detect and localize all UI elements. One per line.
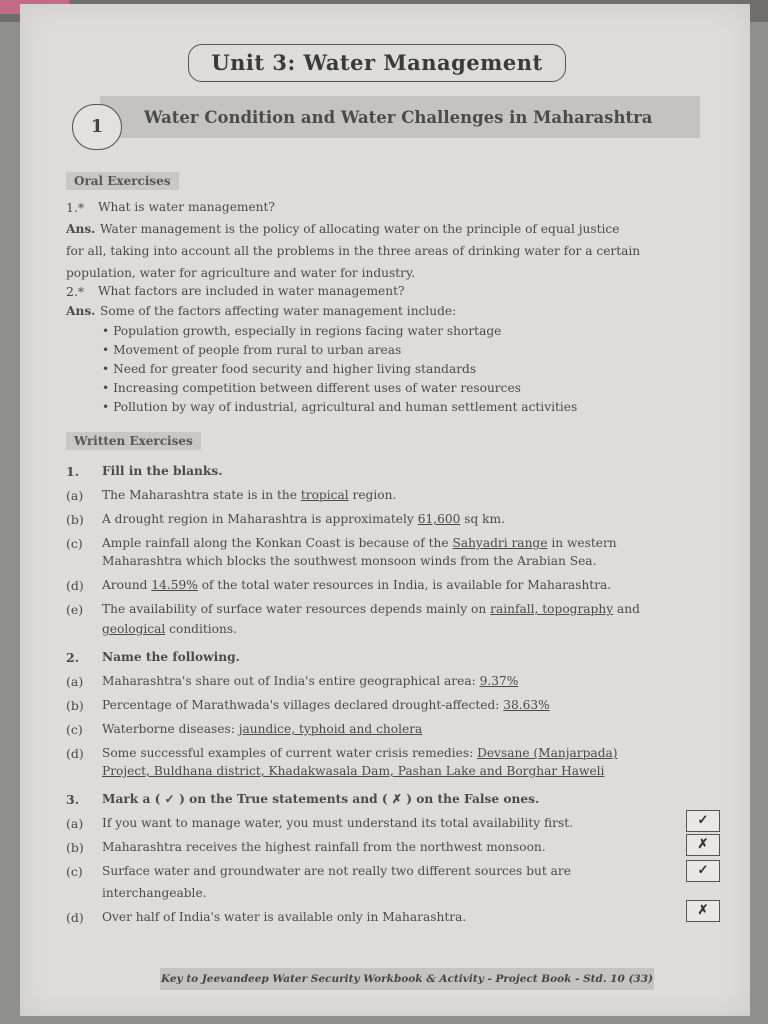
q2a-text: Maharashtra's share out of India's entire geographical area: 9.37% — [102, 674, 519, 688]
q2d-letter: (d) — [66, 746, 84, 761]
written-q3-number: 3. — [66, 792, 80, 807]
oral-q1-text: What is water management? — [98, 200, 275, 214]
q1d-text: Around 14.59% of the total water resources in India, is available for Maharashtra. — [102, 578, 612, 592]
written-q1-title: Fill in the blanks. — [102, 464, 223, 478]
q2a-answer: 9.37% — [479, 674, 519, 688]
page-footer: Key to Jeevandeep Water Security Workbook & Activity - Project Book - Std. 10 (33) — [160, 968, 654, 990]
unit-title: Unit 3: Water Management — [188, 44, 566, 82]
q1c-continuation: Maharashtra which blocks the southwest monsoon winds from the Arabian Sea. — [102, 554, 597, 568]
q3a-letter: (a) — [66, 816, 84, 831]
oral-ans2-bullet-1: • Population growth, especially in regions facing water shortage — [102, 324, 502, 338]
oral-exercises-label: Oral Exercises — [66, 172, 179, 190]
q1c-letter: (c) — [66, 536, 83, 551]
q2c-text: Waterborne diseases: jaundice, typhoid and cholera — [102, 722, 423, 736]
chapter-title: Water Condition and Water Challenges in Maharashtra — [144, 108, 653, 127]
q3c-text: Surface water and groundwater are not really two different sources but are — [102, 864, 571, 878]
q2d-continuation: Project, Buldhana district, Khadakwasala Dam, Pashan Lake and Borghar Haweli — [102, 764, 605, 778]
q3b-mark-box: ✗ — [686, 834, 720, 856]
q3a-mark-box: ✓ — [686, 810, 720, 832]
q1d-answer: 14.59% — [151, 578, 198, 592]
oral-ans2-bullet-4: • Increasing competition between different uses of water resources — [102, 381, 521, 395]
oral-q2-text: What factors are included in water management? — [98, 284, 405, 298]
oral-ans1-line-3: population, water for agriculture and water for industry. — [66, 266, 416, 280]
q1b-text: A drought region in Maharashtra is approximately 61,600 sq km. — [102, 512, 505, 526]
written-exercises-label: Written Exercises — [66, 432, 201, 450]
q3c-mark-box: ✓ — [686, 860, 720, 882]
q2b-answer: 38.63% — [503, 698, 550, 712]
oral-ans2-intro: Some of the factors affecting water management include: — [100, 304, 457, 318]
q1e-answer-2: geological — [102, 622, 166, 636]
oral-ans1-line-2: for all, taking into account all the problems in the three areas of drinking water for a certain — [66, 244, 641, 258]
q2b-letter: (b) — [66, 698, 84, 713]
q1b-answer: 61,600 — [417, 512, 461, 526]
q3d-mark-box: ✗ — [686, 900, 720, 922]
oral-ans2-bullet-2: • Movement of people from rural to urban areas — [102, 343, 402, 357]
q2d-text: Some successful examples of current water crisis remedies: Devsane (Manjarpada) — [102, 746, 618, 760]
oral-ans1-prefix: Ans. — [66, 222, 96, 236]
q1e-continuation: geological conditions. — [102, 622, 237, 636]
q3d-text: Over half of India's water is available only in Maharashtra. — [102, 910, 467, 924]
q1c-answer: Sahyadri range — [452, 536, 548, 550]
chapter-number: 1 — [72, 104, 122, 150]
oral-ans2-prefix: Ans. — [66, 304, 96, 318]
written-q2-title: Name the following. — [102, 650, 240, 664]
q3c-continuation: interchangeable. — [102, 886, 207, 900]
q1a-letter: (a) — [66, 488, 84, 503]
q3c-letter: (c) — [66, 864, 83, 879]
q1d-letter: (d) — [66, 578, 84, 593]
workbook-page — [20, 4, 750, 1016]
q3b-letter: (b) — [66, 840, 84, 855]
oral-ans2-bullet-5: • Pollution by way of industrial, agricultural and human settlement activities — [102, 400, 578, 414]
written-q2-number: 2. — [66, 650, 80, 665]
q1e-text: The availability of surface water resources depends mainly on rainfall, topography and — [102, 602, 640, 616]
written-q3-title: Mark a ( ✓ ) on the True statements and ( ✗ ) on the False ones. — [102, 792, 540, 806]
q3a-text: If you want to manage water, you must understand its total availability first. — [102, 816, 574, 830]
q1e-answer: rainfall, topography — [490, 602, 614, 616]
oral-q1-number: 1.* — [66, 200, 85, 215]
q1b-letter: (b) — [66, 512, 84, 527]
q2b-text: Percentage of Marathwada's villages declared drought-affected: 38.63% — [102, 698, 550, 712]
oral-q2-number: 2.* — [66, 284, 85, 299]
q3b-text: Maharashtra receives the highest rainfall from the northwest monsoon. — [102, 840, 546, 854]
q1a-answer: tropical — [300, 488, 349, 502]
q1c-text: Ample rainfall along the Konkan Coast is because of the Sahyadri range in western — [102, 536, 617, 550]
oral-ans1-line-1: Water management is the policy of allocating water on the principle of equal justice — [100, 222, 620, 236]
q2c-answer: jaundice, typhoid and cholera — [238, 722, 423, 736]
written-q1-number: 1. — [66, 464, 80, 479]
q2d-answer: Devsane (Manjarpada) — [477, 746, 618, 760]
q1a-text: The Maharashtra state is in the tropical region. — [102, 488, 397, 502]
q2a-letter: (a) — [66, 674, 84, 689]
q1e-letter: (e) — [66, 602, 84, 617]
q2c-letter: (c) — [66, 722, 83, 737]
oral-ans2-bullet-3: • Need for greater food security and higher living standards — [102, 362, 477, 376]
q3d-letter: (d) — [66, 910, 84, 925]
